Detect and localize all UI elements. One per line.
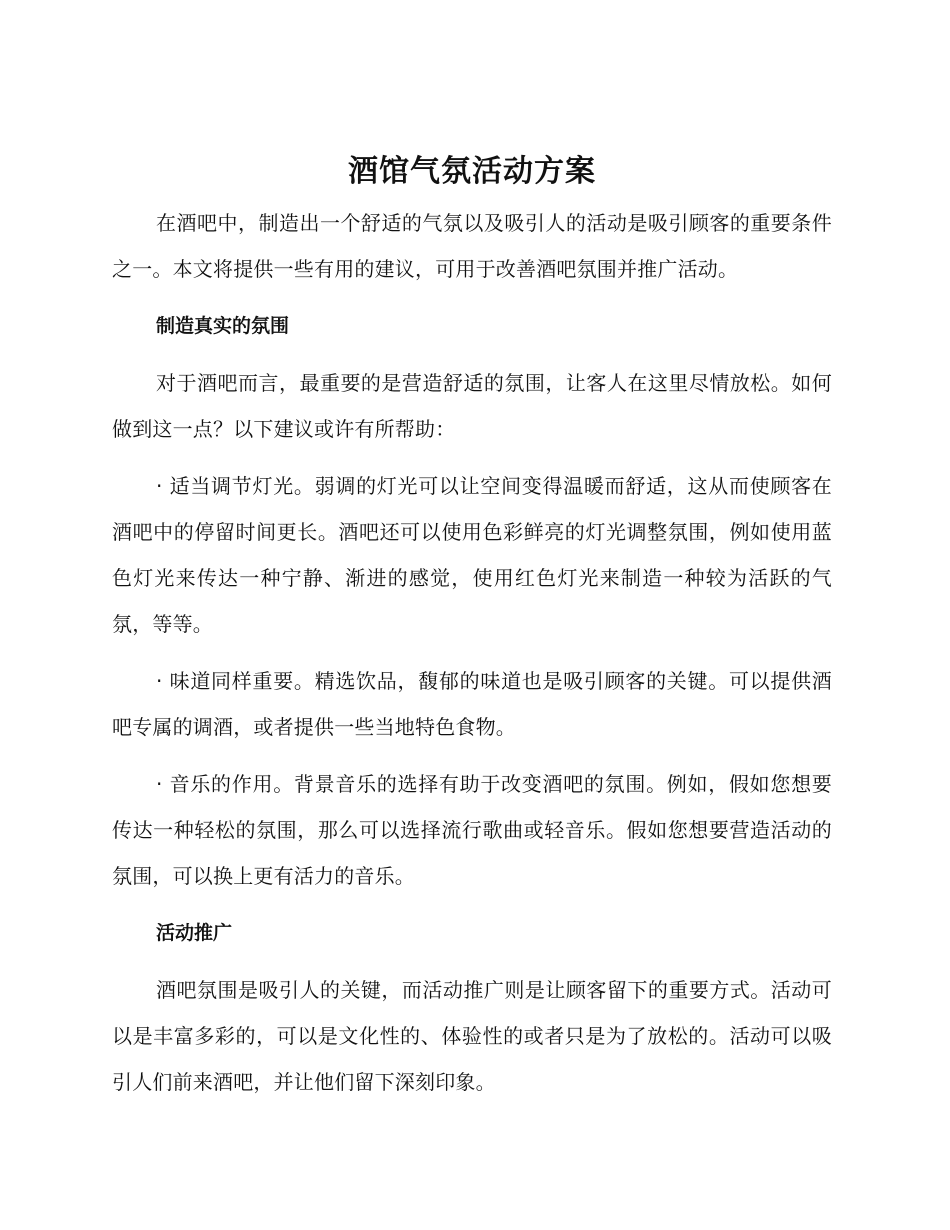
atmosphere-lead-paragraph: 对于酒吧而言，最重要的是营造舒适的氛围，让客人在这里尽情放松。如何做到这一点？以下建议或许有所帮助： — [112, 371, 832, 441]
bullet-lighting: · 适当调节灯光。弱调的灯光可以让空间变得温暖而舒适，这从而使顾客在酒吧中的停留时间更长。酒吧还可以使用色彩鲜亮的灯光调整氛围，例如使用蓝色灯光来传达一种宁静、渐进的感觉，使用红色灯光来制造一种较为活跃的气氛，等等。 — [112, 474, 832, 636]
section-heading-promotion: 活动推广 — [156, 922, 233, 944]
bullet-taste: · 味道同样重要。精选饮品，馥郁的味道也是吸引顾客的关键。可以提供酒吧专属的调酒，或者提供一些当地特色食物。 — [112, 669, 832, 739]
document-page — [112, 150, 832, 1105]
section-heading-atmosphere: 制造真实的氛围 — [156, 315, 290, 337]
promotion-paragraph: 酒吧氛围是吸引人的关键，而活动推广则是让顾客留下的重要方式。活动可以是丰富多彩的，可以是文化性的、体验性的或者只是为了放松的。活动可以吸引人们前来酒吧，并让他们留下深刻印象。 — [112, 978, 832, 1094]
bullet-music: · 音乐的作用。背景音乐的选择有助于改变酒吧的氛围。例如，假如您想要传达一种轻松的氛围，那么可以选择流行歌曲或轻音乐。假如您想要营造活动的氛围，可以换上更有活力的音乐。 — [112, 772, 832, 888]
document-title: 酒馆气氛活动方案 — [348, 154, 596, 189]
intro-paragraph: 在酒吧中，制造出一个舒适的气氛以及吸引人的活动是吸引顾客的重要条件之一。本文将提供一些有用的建议，可用于改善酒吧氛围并推广活动。 — [112, 211, 832, 281]
